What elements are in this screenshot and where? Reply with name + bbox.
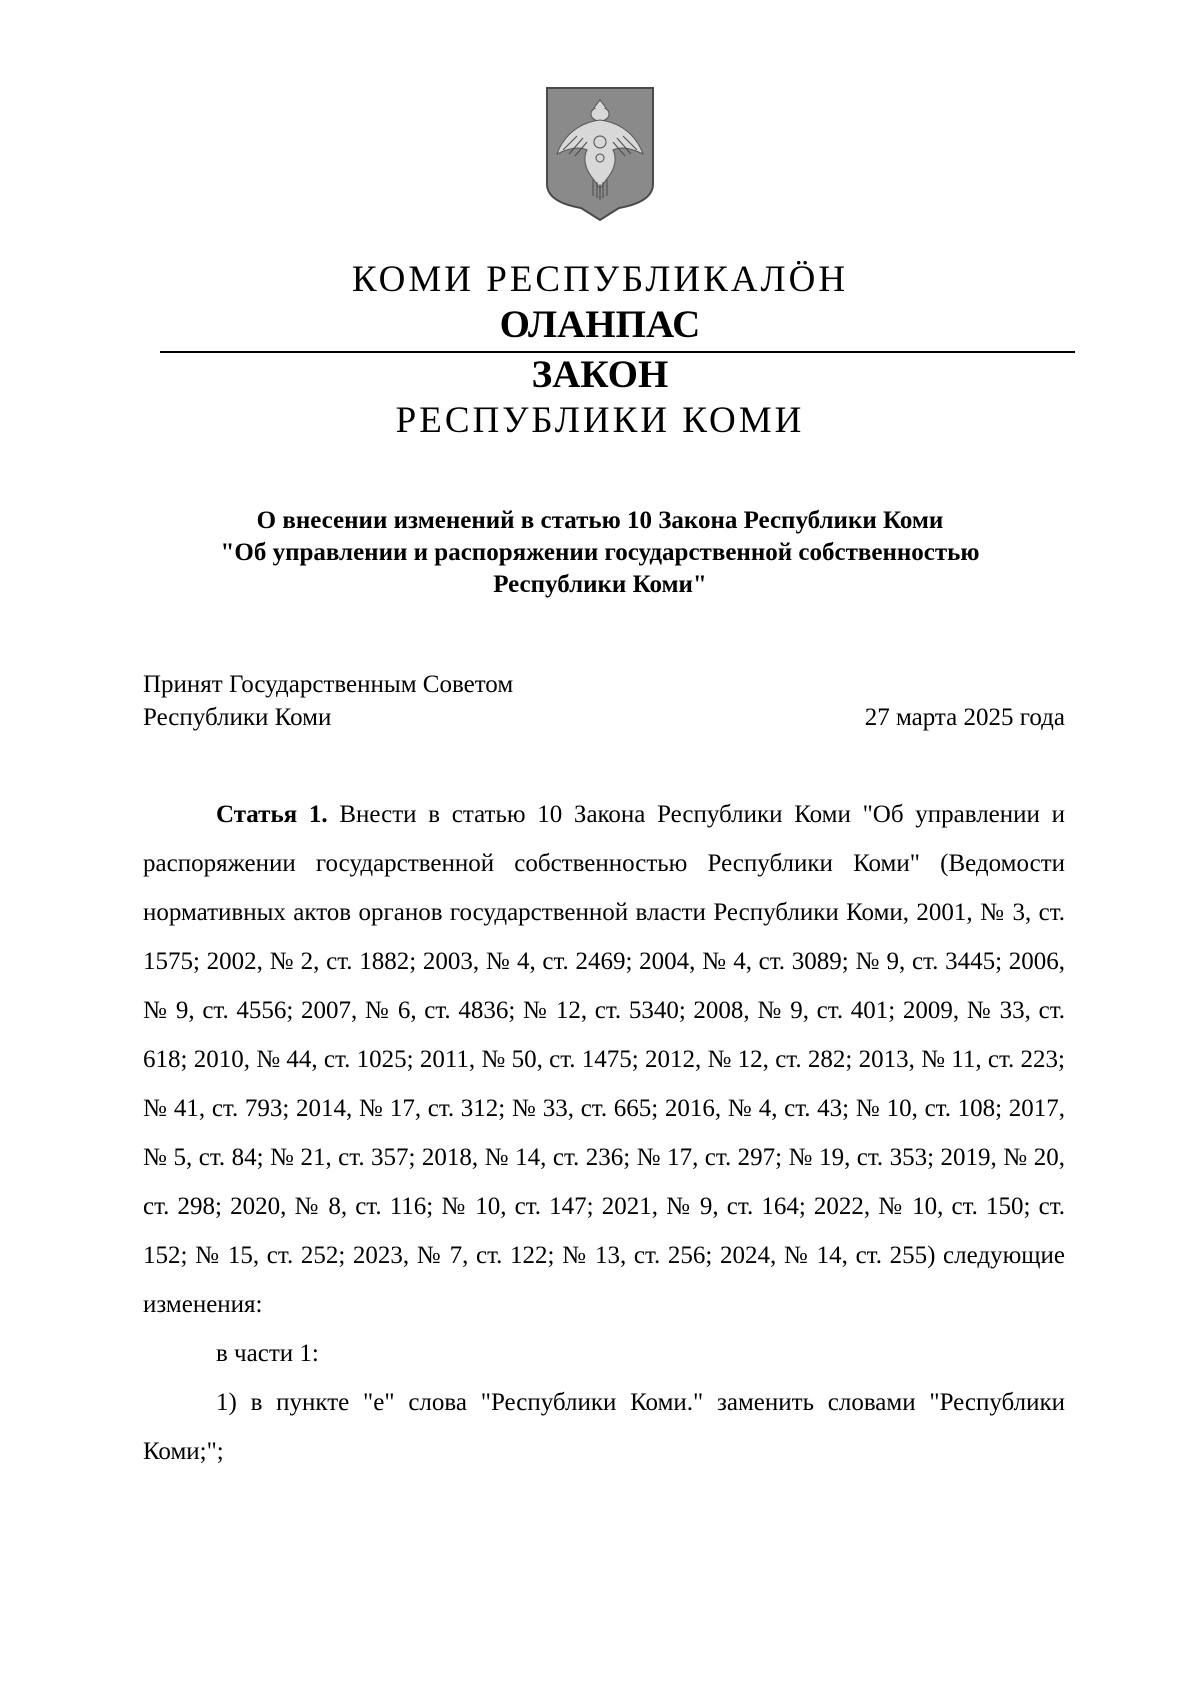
law-title: [100, 505, 1100, 601]
law-title-line: О внесении изменений в статью 10 Закона Республики Коми: [256, 507, 944, 534]
adoption-line: Принят Государственным Советом: [143, 671, 514, 698]
header-olanpas: ОЛАНПАС: [499, 303, 701, 346]
adoption-row: [143, 701, 1065, 734]
header-republic: РЕСПУБЛИКИ КОМИ: [395, 400, 805, 441]
header-zakon: ЗАКОН: [531, 353, 669, 396]
law-title-line: "Об управлении и распоряжении государственной собственностью: [220, 539, 980, 566]
article-label: Статья 1.: [216, 801, 328, 828]
document-body: [143, 790, 1065, 1476]
article-part: в части 1:: [216, 1340, 319, 1367]
article-text: Внести в статью 10 Закона Республики Коми "Об управлении и распоряжении государственной собственностью Республики Коми" (Ведомости нормативных актов органов государственной власти Республики Коми, 2001, № 3, ст. 1575; 2002, № 2, ст. 1882; 2003, № 4, ст. 2469; 2004, № 4, ст. 3089; № 9, ст. 3445; 2006, № 9, ст. 4556; 2007, № 6, ст. 4836; № 12, ст. 5340; 2008, № 9, ст. 401; 2009, № 33, ст. 618; 2010, № 44, ст. 1025; 2011, № 50, ст. 1475; 2012, № 12, ст. 282; 2013, № 11, ст. 223; № 41, ст. 793; 2014, № 17, ст. 312; № 33, ст. 665; 2016, № 4, ст. 43; № 10, ст. 108; 2017, № 5, ст. 84; № 21, ст. 357; 2018, № 14, ст. 236; № 17, ст. 297; № 19, ст. 353; 2019, № 20, ст. 298; 2020, № 8, ст. 116; № 10, ст. 147; 2021, № 9, ст. 164; 2022, № 10, ст. 150; ст. 152; № 15, ст. 252; 2023, № 7, ст. 122; № 13, ст. 256; 2024, № 14, ст. 255) следующие изменения:: [143, 801, 1065, 1318]
article-item: 1) в пункте "е" слова "Республики Коми." заменить словами "Республики Коми;";: [143, 1389, 1065, 1465]
komi-republic-coat-of-arms-icon: [543, 84, 657, 224]
law-title-line: Республики Коми": [493, 571, 707, 598]
adoption-block: [143, 668, 1065, 734]
header-komi-language: КОМИ РЕСПУБЛИКАЛӦН: [351, 259, 849, 300]
article-1-paragraph: [143, 790, 1065, 1329]
adoption-date: 27 марта 2025 года: [864, 704, 1065, 731]
adoption-line: Республики Коми: [143, 704, 332, 731]
coat-of-arms-emblem: [543, 84, 657, 224]
